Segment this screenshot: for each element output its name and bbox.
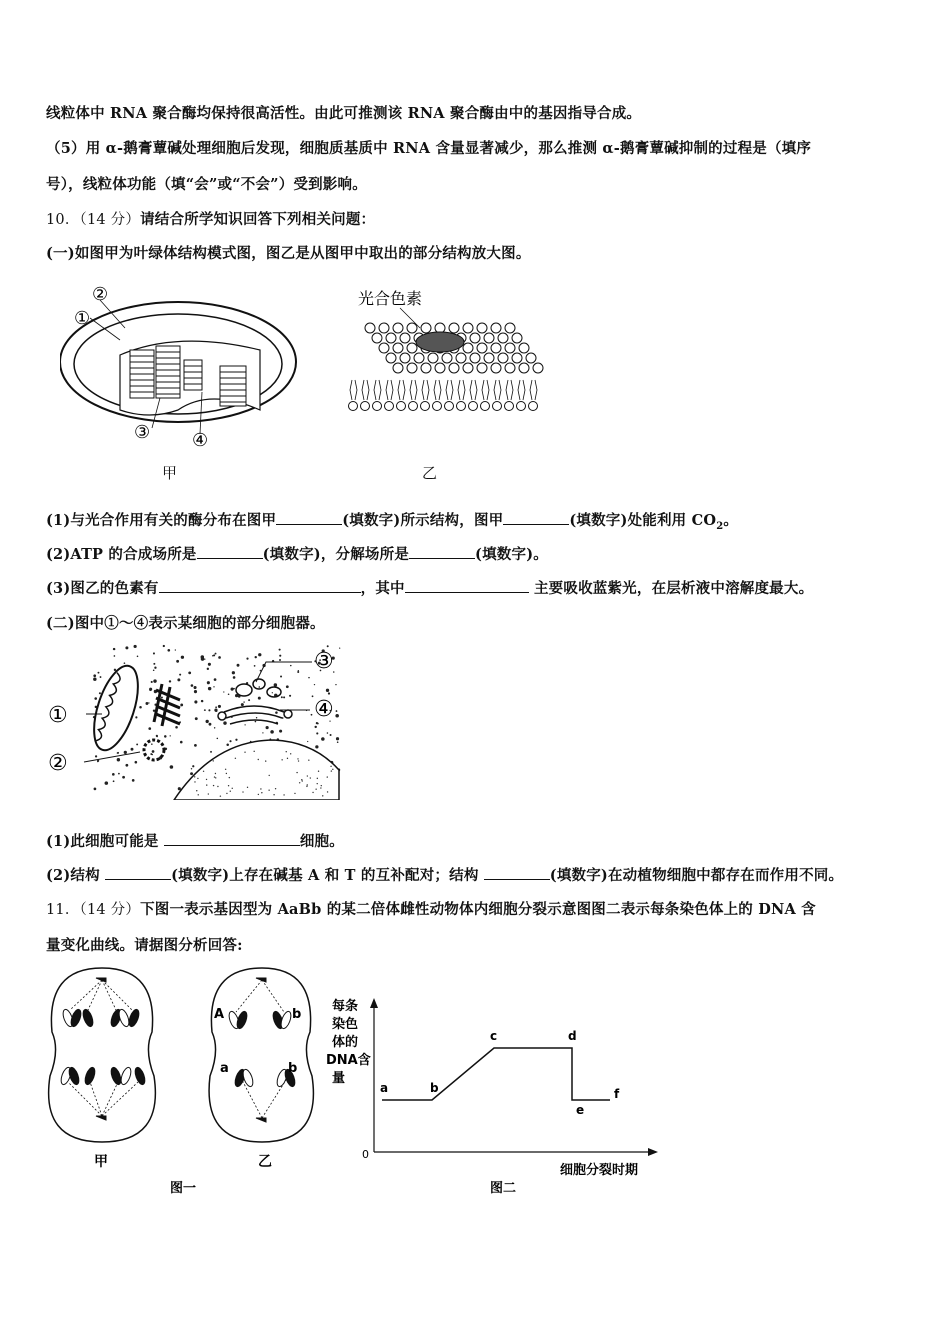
q1-text-end: 。	[723, 512, 739, 529]
q1-text-c: (填数字)处能利用 CO	[569, 512, 717, 529]
p2q1-text-a: (1)此细胞可能是	[46, 833, 164, 850]
point-label-f: f	[614, 1087, 620, 1101]
q3-text-c: 主要吸收蓝紫光，在层析液中溶解度最大。	[528, 580, 814, 597]
figure-2-caption: 图二	[490, 1181, 517, 1196]
figure-1-caption: 图一	[170, 1181, 197, 1196]
q2-text-b: (填数字)，分解场所是	[262, 546, 410, 563]
answer-blank[interactable]	[164, 831, 300, 846]
pigment-label: 光合色素	[358, 289, 423, 308]
y-axis-label-line: 量	[332, 1071, 346, 1086]
caption-jia: 甲	[162, 464, 178, 482]
question-11-header	[46, 898, 816, 919]
point-label-b: b	[430, 1081, 439, 1095]
text-line-1: 线粒体中 RNA 聚合酶均保持很高活性。由此可推测该 RNA 聚合酶由中的基因指导合成。	[46, 105, 642, 122]
question-1	[46, 509, 738, 532]
organelle-label-2: ②	[48, 751, 68, 776]
part-2-question-2	[46, 864, 843, 885]
part-1-intro: (一)如图甲为叶绿体结构模式图，图乙是从图甲中取出的部分结构放大图。	[46, 245, 531, 262]
label-3: ③	[134, 422, 151, 443]
y-axis-label-line: 每条	[332, 999, 359, 1014]
point-label-c: c	[490, 1029, 498, 1043]
answer-blank[interactable]	[484, 865, 550, 880]
organelle-label-3: ③	[314, 649, 334, 674]
caption-yi: 乙	[422, 464, 438, 482]
cell-label-yi: 乙	[258, 1154, 272, 1170]
q2-text-a: (2)ATP 的合成场所是	[46, 546, 197, 563]
point-label-d: d	[568, 1029, 577, 1043]
y-axis-label-line: DNA含	[326, 1053, 371, 1068]
gene-label-A: A	[214, 1007, 225, 1022]
cell-label-jia: 甲	[94, 1154, 108, 1170]
q1-subscript: 2	[716, 520, 724, 532]
answer-blank[interactable]	[197, 544, 263, 559]
organelle-label-1: ①	[48, 703, 68, 728]
question-11-text: 下图一表示基因型为 AaBb 的某二倍体雌性动物体内细胞分裂示意图图二表示每条染色体上的 DNA 含	[140, 901, 816, 918]
q3-text-a: (3)图乙的色素有	[46, 580, 159, 597]
question-10-number: 10．（14 分）	[46, 212, 141, 228]
question-10-text: 请结合所学知识回答下列相关问题：	[140, 211, 376, 228]
question-3	[46, 577, 813, 598]
organelle-label-4: ④	[314, 697, 334, 722]
answer-blank[interactable]	[276, 510, 342, 525]
q1-text-a: (1)与光合作用有关的酶分布在图甲	[46, 512, 277, 529]
text-line-3: 号），线粒体功能（填“会”或“不会”）受到影响。	[46, 176, 367, 193]
question-10-header	[46, 208, 375, 229]
question-2	[46, 543, 548, 564]
q2-text-c: (填数字)。	[475, 546, 548, 563]
chloroplast-figure	[60, 280, 310, 490]
q1-text-b: (填数字)所示结构，图甲	[342, 512, 504, 529]
gene-label-b-top: b	[292, 1007, 302, 1022]
answer-blank[interactable]	[159, 578, 361, 593]
cell-division-figure	[44, 966, 324, 1196]
p2q2-text-c: (填数字)在动植物细胞中都存在而作用不同。	[549, 867, 844, 884]
point-label-a: a	[380, 1081, 389, 1095]
question-11-number: 11．（14 分）	[46, 902, 141, 918]
cell-organelles-figure	[44, 640, 344, 800]
gene-label-a: a	[220, 1061, 229, 1076]
answer-blank[interactable]	[405, 578, 529, 593]
dna-content-chart	[326, 994, 666, 1198]
label-2: ②	[92, 284, 109, 305]
q3-text-b: ，其中	[360, 580, 405, 597]
question-11-text-2: 量变化曲线。请据图分析回答:	[46, 937, 243, 954]
p2q2-text-a: (2)结构	[46, 867, 106, 884]
answer-blank[interactable]	[503, 510, 569, 525]
part-2-question-1	[46, 830, 344, 851]
x-axis-label: 细胞分裂时期	[560, 1163, 639, 1178]
answer-blank[interactable]	[105, 865, 171, 880]
label-4: ④	[192, 430, 209, 451]
part-2-intro: (二)图中①～④表示某细胞的部分细胞器。	[46, 615, 325, 632]
p2q2-text-b: (填数字)上存在碱基 A 和 T 的互补配对；结构	[171, 867, 484, 884]
y-axis-label-line: 体的	[332, 1035, 359, 1050]
answer-blank[interactable]	[409, 544, 475, 559]
gene-label-b-bottom: b	[288, 1061, 298, 1076]
text-line-2: （5）用 α-鹅膏蕈碱处理细胞后发现，细胞质基质中 RNA 含量显著减少，那么推测 α-鹅膏蕈碱抑制的过程是（填序	[46, 140, 812, 157]
point-label-e: e	[576, 1103, 585, 1117]
dna-content-line	[382, 1048, 610, 1100]
p2q1-text-b: 细胞。	[299, 833, 344, 850]
thylakoid-membrane-figure	[340, 284, 560, 434]
label-1: ①	[74, 308, 91, 329]
origin-label: 0	[362, 1148, 369, 1161]
y-axis-label-line: 染色	[332, 1017, 359, 1032]
